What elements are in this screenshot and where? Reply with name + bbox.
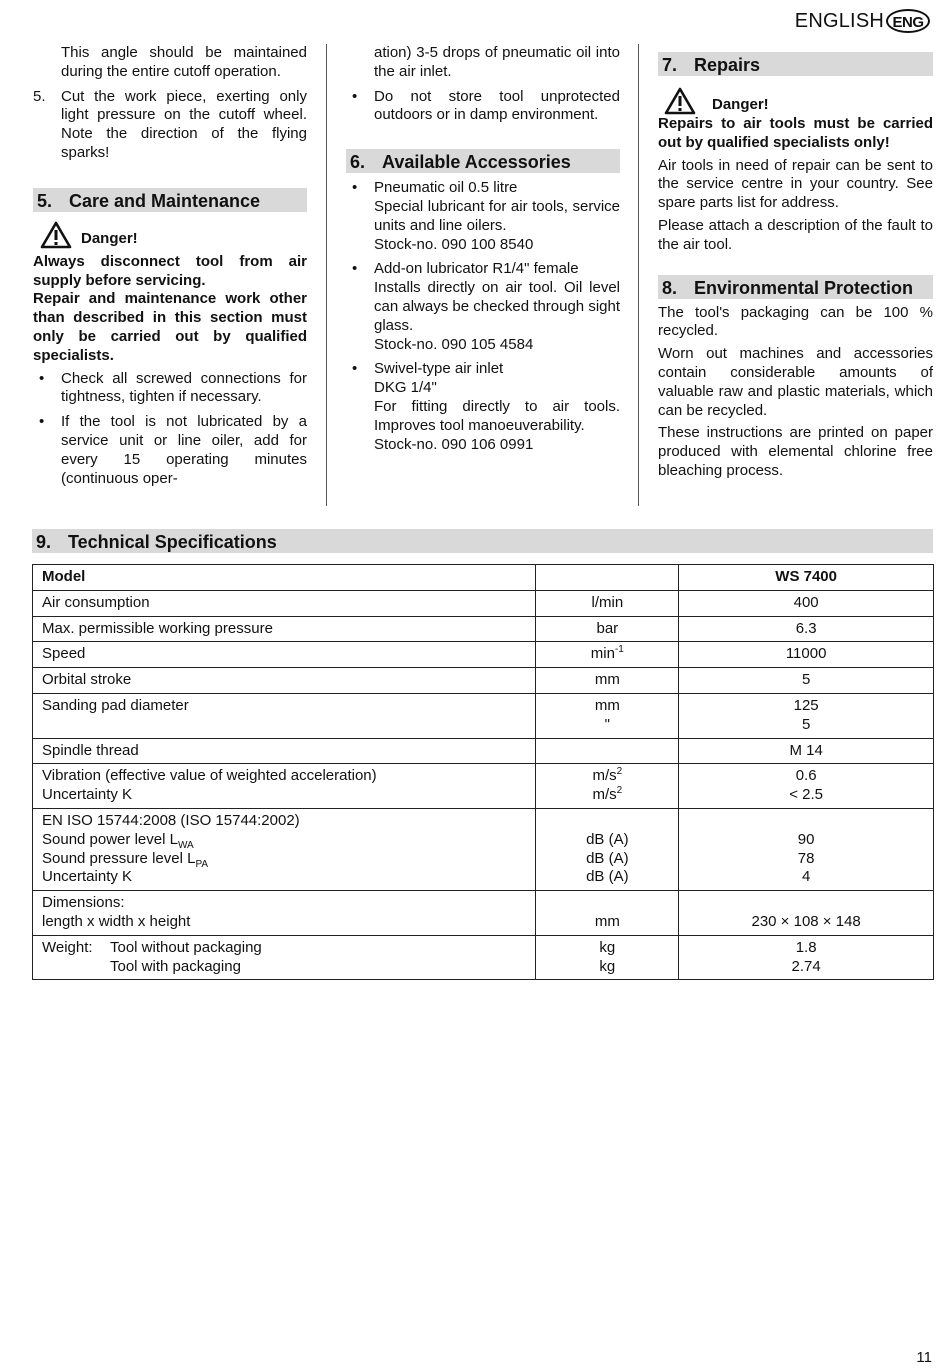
table-row <box>33 565 934 591</box>
spec-unit <box>536 935 679 980</box>
spec-label: Spindle thread <box>33 738 536 764</box>
table-row <box>33 590 934 616</box>
unit-base: min <box>590 645 615 663</box>
unit-line: dB (A) <box>586 868 629 886</box>
bullet: • <box>39 413 45 431</box>
value-line: 5 <box>801 715 811 733</box>
section-title: Environmental Protection <box>694 277 914 298</box>
label-subscript: PA <box>195 858 209 870</box>
column-1 <box>33 44 307 488</box>
spec-unit <box>536 764 679 809</box>
unit-exponent: -1 <box>614 644 624 656</box>
spec-label: Sanding pad diameter <box>33 693 536 738</box>
unit-line: mm <box>594 912 620 930</box>
section-heading-specs <box>32 529 933 554</box>
section-number: 7. <box>662 55 678 75</box>
accessory-pneumatic-oil <box>346 179 620 254</box>
table-row <box>33 935 934 980</box>
column-divider <box>326 44 327 506</box>
accessory-name: Add-on lubricator R1/4" female <box>374 260 579 278</box>
bullet-lubrication <box>33 413 307 488</box>
page-number: 11 <box>916 1349 932 1366</box>
unit-line: kg <box>599 957 616 975</box>
label-line: length x width x height <box>42 912 191 930</box>
spec-label <box>33 808 536 890</box>
section-heading-environment <box>658 275 933 300</box>
table-row <box>33 616 934 642</box>
spec-unit: mm <box>536 668 679 694</box>
table-row <box>33 668 934 694</box>
label-text: Tool with packaging <box>110 957 241 975</box>
accessory-stock-number: Stock-no. 090 100 8540 <box>374 235 534 253</box>
label-text: Sound power level L <box>42 830 178 848</box>
spec-value: 5 <box>679 668 934 694</box>
spec-unit <box>536 891 679 936</box>
section-title: Care and Maintenance <box>69 190 261 211</box>
unit-cell <box>536 565 679 591</box>
value-line: 78 <box>797 849 815 867</box>
environment-paragraph: The tool's packaging can be 100 % recycled. <box>658 303 933 340</box>
model-value: WS 7400 <box>679 565 934 591</box>
bullet-storage <box>346 88 620 126</box>
section-title: Available Accessories <box>382 152 571 173</box>
section-number: 6. <box>350 152 366 173</box>
model-label: Model <box>33 565 536 591</box>
unit-line: dB (A) <box>586 830 629 848</box>
label-line: Dimensions: <box>42 894 125 912</box>
table-row <box>33 808 934 890</box>
danger-label: Danger! <box>81 229 138 247</box>
warning-icon <box>40 221 72 249</box>
warning-repairs: Repairs to air tools must be carried out by qualified specialists only! <box>658 115 933 151</box>
value-line: 1.8 <box>795 938 817 956</box>
label-subscript: WA <box>177 839 194 851</box>
bullet-check-connections <box>33 370 307 408</box>
accessory-type: DKG 1/4" <box>374 379 437 397</box>
spec-unit <box>536 738 679 764</box>
section-heading-accessories <box>346 149 620 174</box>
value-line <box>683 812 929 831</box>
warning-qualified: Repair and maintenance work other than described in this section must only be carried out by qualified specialists. <box>33 290 307 364</box>
value-line: 4 <box>801 868 811 886</box>
label-line <box>42 939 526 958</box>
language-label: ENGLISH <box>794 10 884 32</box>
spec-value: 6.3 <box>679 616 934 642</box>
unit-base: m/s <box>592 786 617 804</box>
unit-line <box>540 894 674 913</box>
table-row <box>33 738 934 764</box>
bullet-text: Check all screwed connections for tightness, tighten if necessary. <box>61 369 307 406</box>
spec-unit <box>536 693 679 738</box>
spec-label <box>33 764 536 809</box>
spec-value <box>679 764 934 809</box>
environment-paragraph-3: These instructions are printed on paper produced with elemental chlorine free bleaching process. <box>658 424 933 479</box>
unit-line <box>540 786 674 805</box>
section-heading-repairs <box>658 52 933 77</box>
bullet: • <box>352 260 358 278</box>
accessory-description: Installs directly on air tool. Oil level can always be checked through sight glass. <box>374 279 620 334</box>
spec-value <box>679 935 934 980</box>
table-row <box>33 693 934 738</box>
accessory-swivel-inlet <box>346 360 620 454</box>
bullet: • <box>352 179 358 197</box>
label-line: Uncertainty K <box>42 786 133 804</box>
label-line: EN ISO 15744:2008 (ISO 15744:2002) <box>42 811 300 829</box>
spec-value <box>679 808 934 890</box>
unit-line <box>540 767 674 786</box>
unit-line: dB (A) <box>586 849 629 867</box>
value-line <box>683 894 929 913</box>
section-heading-care <box>33 188 307 213</box>
accessory-stock-number: Stock-no. 090 106 0991 <box>374 435 534 453</box>
table-row <box>33 642 934 668</box>
unit-base: m/s <box>592 767 617 785</box>
label-line: Uncertainty K <box>42 868 133 886</box>
danger-label: Danger! <box>712 96 769 114</box>
label-line <box>42 831 526 850</box>
column-2 <box>346 44 620 454</box>
environment-paragraph-2: Worn out machines and accessories contain considerable amounts of valuable raw and plastic materials, which can be recycled. <box>658 345 933 419</box>
value-line: 125 <box>793 696 819 714</box>
table-row <box>33 891 934 936</box>
value-line: 230 × 108 × 148 <box>751 912 861 930</box>
spec-label: Air consumption <box>33 590 536 616</box>
label-line <box>42 958 526 977</box>
accessory-description: For fitting directly to air tools. Improves tool manoeuverability. <box>374 397 620 434</box>
label-line <box>42 850 526 869</box>
spec-unit <box>536 808 679 890</box>
unit-exponent: 2 <box>616 785 623 797</box>
spec-label: Orbital stroke <box>33 668 536 694</box>
spec-value: M 14 <box>679 738 934 764</box>
warning-disconnect: Always disconnect tool from air supply before servicing. <box>33 252 307 289</box>
accessory-description: Special lubricant for air tools, service units and line oilers. <box>374 197 620 234</box>
spec-label: Speed <box>33 642 536 668</box>
bullet: • <box>352 360 358 378</box>
bullet: • <box>39 369 45 387</box>
step-number: 5. <box>33 87 46 105</box>
danger-notice <box>33 219 307 249</box>
column-divider <box>638 44 639 506</box>
table-row <box>33 764 934 809</box>
unit-line <box>540 812 674 831</box>
spec-label <box>33 935 536 980</box>
unit-line: kg <box>599 938 616 956</box>
accessory-stock-number: Stock-no. 090 105 4584 <box>374 335 534 353</box>
spec-label <box>33 891 536 936</box>
spec-unit: bar <box>536 616 679 642</box>
bullet-text: Do not store tool unprotected outdoors or in damp environment. <box>374 87 620 124</box>
section-number: 5. <box>37 190 53 211</box>
section-title: Technical Specifications <box>68 532 277 552</box>
accessory-name: Pneumatic oil 0.5 litre <box>374 179 518 197</box>
section-title: Repairs <box>694 55 761 75</box>
step-text: Cut the work piece, exerting only light pressure on the cutoff wheel. Note the direction of the flying sparks! <box>61 87 307 161</box>
danger-notice <box>658 83 933 115</box>
bullet-text: If the tool is not lubricated by a service unit or line oiler, add for every 15 operating minutes (continuous oper- <box>61 413 307 487</box>
repair-paragraph: Air tools in need of repair can be sent to the service centre in your country. See spare parts list for address. <box>658 156 933 212</box>
step-5 <box>33 88 307 163</box>
spec-unit <box>536 642 679 668</box>
section-number: 8. <box>662 277 678 298</box>
repair-paragraph-2: Please attach a description of the fault to the air tool. <box>658 216 933 253</box>
value-line: 2.74 <box>791 957 821 975</box>
value-line: 0.6 <box>795 767 817 785</box>
column-3 <box>658 44 933 481</box>
section-number: 9. <box>36 532 52 552</box>
accessory-lubricator <box>346 260 620 354</box>
spec-value: 11000 <box>679 642 934 668</box>
spec-value <box>679 693 934 738</box>
warning-icon <box>664 87 696 115</box>
language-badge: ENG <box>886 9 930 33</box>
label-text: Sound pressure level L <box>42 849 196 867</box>
accessory-name: Swivel-type air inlet <box>374 360 504 378</box>
spec-value: 400 <box>679 590 934 616</box>
bullet: • <box>352 87 358 105</box>
value-line: 90 <box>797 830 815 848</box>
weight-label: Weight: <box>42 938 93 956</box>
specifications-table <box>32 564 934 980</box>
label-line: Vibration (effective value of weighted acceleration) <box>42 767 377 785</box>
unit-line: mm <box>594 696 620 714</box>
label-text: Tool without packaging <box>110 938 262 956</box>
spec-label: Max. permissible working pressure <box>33 616 536 642</box>
unit-line: " <box>604 715 610 733</box>
unit-exponent: 2 <box>616 766 623 778</box>
continued-paragraph: ation) 3-5 drops of pneumatic oil into the air inlet. <box>374 44 620 80</box>
value-line: < 2.5 <box>789 786 824 804</box>
spec-value <box>679 891 934 936</box>
intro-paragraph: This angle should be maintained during the entire cutoff operation. <box>61 44 307 80</box>
spec-unit: l/min <box>536 590 679 616</box>
